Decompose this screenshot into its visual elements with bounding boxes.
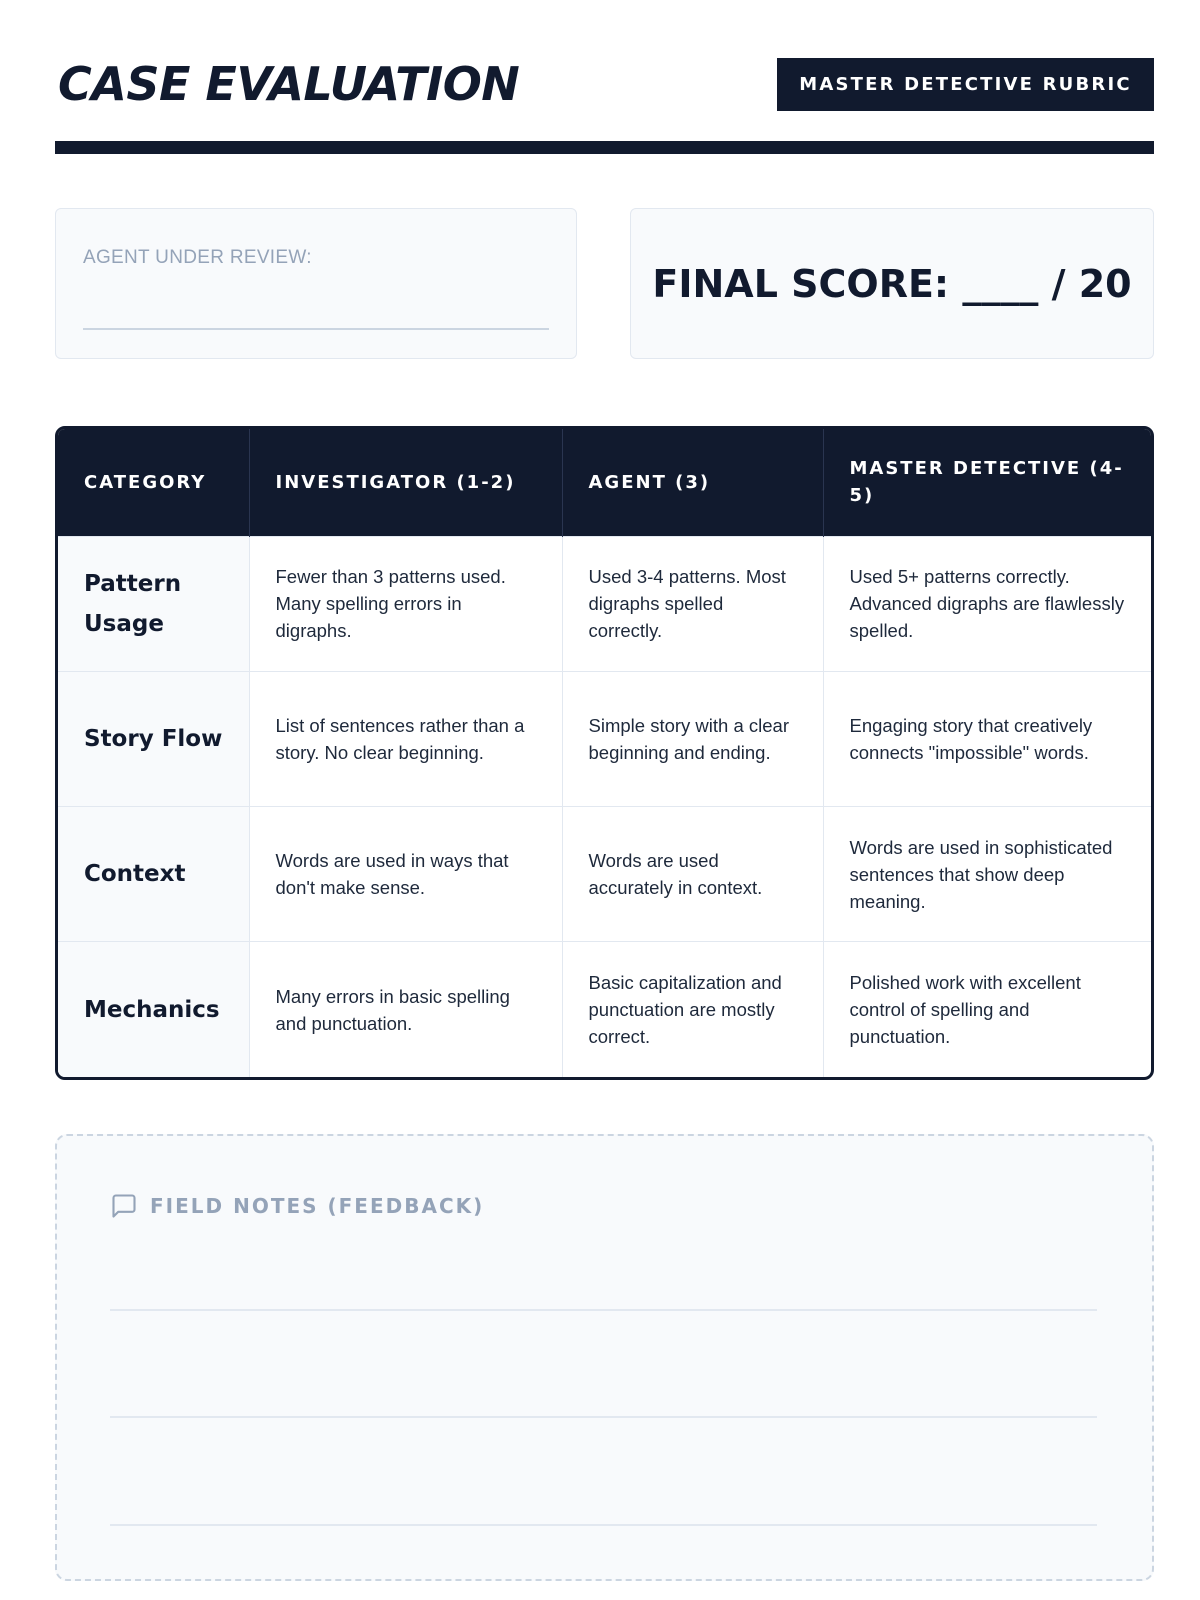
investigator-cell: List of sentences rather than a story. No clear beginning. xyxy=(249,671,562,806)
message-square-icon xyxy=(110,1192,138,1220)
master-cell: Used 5+ patterns correctly. Advanced digraphs are flawlessly spelled. xyxy=(823,536,1154,671)
agent-card xyxy=(55,208,577,359)
table-row xyxy=(58,942,1154,1077)
category-cell: Mechanics xyxy=(58,942,249,1077)
agent-cell: Used 3-4 patterns. Most digraphs spelled correctly. xyxy=(562,536,823,671)
agent-cell: Words are used accurately in context. xyxy=(562,807,823,942)
header-category: CATEGORY xyxy=(58,429,249,536)
agent-label: AGENT UNDER REVIEW: xyxy=(83,247,312,268)
page-header xyxy=(55,56,1154,112)
final-score: FINAL SCORE: ____ / 20 xyxy=(652,261,1132,306)
rubric-badge: MASTER DETECTIVE RUBRIC xyxy=(777,58,1154,111)
header-divider xyxy=(55,141,1154,154)
notes-line[interactable] xyxy=(110,1309,1097,1311)
rubric-table xyxy=(55,426,1154,1080)
table-row xyxy=(58,807,1154,942)
investigator-cell: Many errors in basic spelling and punctuation. xyxy=(249,942,562,1077)
notes-line[interactable] xyxy=(110,1416,1097,1418)
master-cell: Words are used in sophisticated sentences that show deep meaning. xyxy=(823,807,1154,942)
investigator-cell: Words are used in ways that don't make sense. xyxy=(249,807,562,942)
agent-cell: Basic capitalization and punctuation are mostly correct. xyxy=(562,942,823,1077)
header-agent: AGENT (3) xyxy=(562,429,823,536)
header-investigator: INVESTIGATOR (1-2) xyxy=(249,429,562,536)
notes-line[interactable] xyxy=(110,1524,1097,1526)
page-title: CASE EVALUATION xyxy=(58,57,520,111)
agent-cell: Simple story with a clear beginning and ending. xyxy=(562,671,823,806)
category-cell: Pattern Usage xyxy=(58,536,249,671)
master-cell: Engaging story that creatively connects "impossible" words. xyxy=(823,671,1154,806)
table-row xyxy=(58,536,1154,671)
field-notes-label: FIELD NOTES (FEEDBACK) xyxy=(150,1194,485,1218)
rubric-header-row xyxy=(58,429,1154,536)
field-notes-heading xyxy=(110,1191,484,1221)
category-cell: Context xyxy=(58,807,249,942)
investigator-cell: Fewer than 3 patterns used. Many spelling errors in digraphs. xyxy=(249,536,562,671)
agent-name-line[interactable] xyxy=(83,328,549,330)
table-row xyxy=(58,671,1154,806)
score-card xyxy=(630,208,1154,359)
field-notes-box[interactable] xyxy=(55,1134,1154,1581)
header-master-detective: MASTER DETECTIVE (4-5) xyxy=(823,429,1154,536)
category-cell: Story Flow xyxy=(58,671,249,806)
master-cell: Polished work with excellent control of spelling and punctuation. xyxy=(823,942,1154,1077)
